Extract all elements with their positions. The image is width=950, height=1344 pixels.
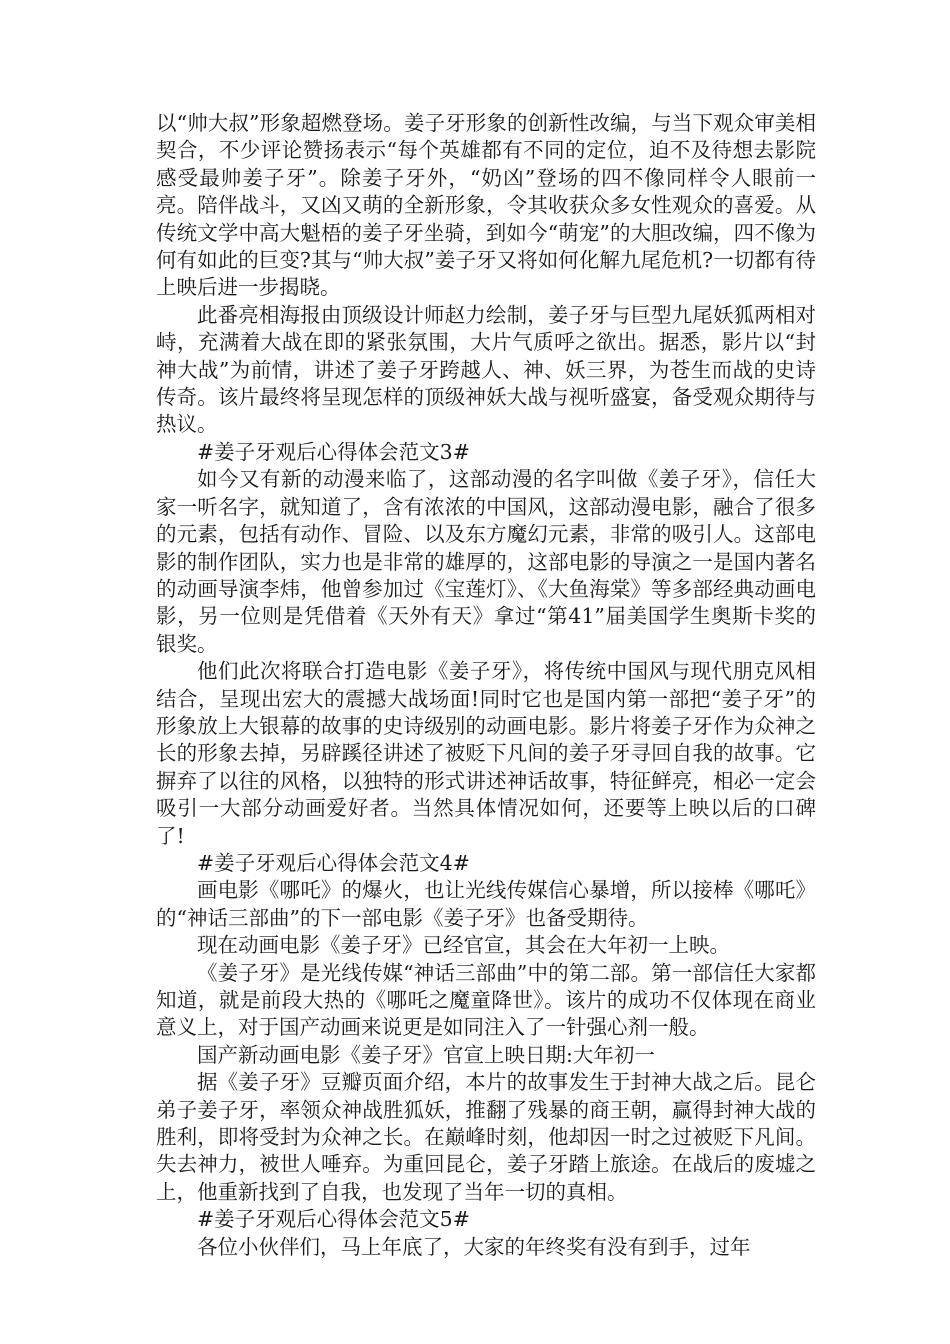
document-body bbox=[156, 110, 816, 1261]
section-heading: #姜子牙观后心得体会范文4# bbox=[197, 850, 470, 875]
paragraph: 以“帅大叔”形象超燃登场。姜子牙形象的创新性改编，与当下观众审美相契合，不少评论赞扬表示“每个英雄都有不同的定位，迫不及待想去影院感受最帅姜子牙”。除姜子牙外，“奶凶”登场的四不像同样令人眼前一亮。陪伴战斗，又凶又萌的全新形象，令其收获众多女性观众的喜爱。从传统文学中高大魁梧的姜子牙坐骑，到如今“萌宠”的大胆改编，四不像为何有如此的巨变?其与“帅大叔”姜子牙又将如何化解九尾危机?一切都有待上映后进一步揭晓。 bbox=[156, 111, 816, 300]
paragraph: 现在动画电影《姜子牙》已经官宣，其会在大年初一上映。 bbox=[197, 933, 730, 958]
paragraph: 如今又有新的动漫来临了，这部动漫的名字叫做《姜子牙》，信任大家一听名字，就知道了，含有浓浓的中国风，这部动漫电影，融合了很多的元素，包括有动作、冒险、以及东方魔幻元素，非常的吸引人。这部电影的制作团队，实力也是非常的雄厚的，这部电影的导演之一是国内著名的动画导演李炜，他曾参加过《宝莲灯》、《大鱼海棠》等多部经典动画电影，另一位则是凭借着《天外有天》拿过“第41”届美国学生奥斯卡奖的银奖。 bbox=[156, 467, 816, 656]
paragraph: 他们此次将联合打造电影《姜子牙》，将传统中国风与现代朋克风相结合，呈现出宏大的震撼大战场面!同时它也是国内第一部把“姜子牙”的形象放上大银幕的故事的史诗级别的动画电影。影片将姜子牙作为众神之长的形象去掉，另辟蹊径讲述了被贬下凡间的姜子牙寻回自我的故事。它摒弃了以往的风格，以独特的形式讲述神话故事，特征鲜亮，相必一定会吸引一大部分动画爱好者。当然具体情况如何，还要等上映以后的口碑了! bbox=[156, 659, 816, 848]
section-heading: #姜子牙观后心得体会范文3# bbox=[197, 439, 470, 464]
paragraph: 画电影《哪吒》的爆火，也让光线传媒信心暴增，所以接棒《哪吒》的“神话三部曲”的下一部电影《姜子牙》也备受期待。 bbox=[156, 878, 816, 930]
paragraph: 各位小伙伴们，马上年底了，大家的年终奖有没有到手，过年 bbox=[197, 1234, 751, 1259]
section-heading: #姜子牙观后心得体会范文5# bbox=[197, 1207, 470, 1232]
paragraph: 此番亮相海报由顶级设计师赵力绘制，姜子牙与巨型九尾妖狐两相对峙，充满着大战在即的紧张氛围，大片气质呼之欲出。据悉，影片以“封神大战”为前情，讲述了姜子牙跨越人、神、妖三界，为苍生而战的史诗传奇。该片最终将呈现怎样的顶级神妖大战与视听盛宴，备受观众期待与热议。 bbox=[156, 302, 816, 437]
paragraph: 据《姜子牙》豆瓣页面介绍，本片的故事发生于封神大战之后。昆仑弟子姜子牙，率领众神战胜狐妖，推翻了残暴的商王朝，赢得封神大战的胜利，即将受封为众神之长。在巅峰时刻，他却因一时之过被贬下凡间。失去神力，被世人唾弃。为重回昆仑，姜子牙踏上旅途。在战后的废墟之上，他重新找到了自我，也发现了当年一切的真相。 bbox=[156, 1070, 816, 1204]
paragraph: 《姜子牙》是光线传媒“神话三部曲”中的第二部。第一部信任大家都知道，就是前段大热的《哪吒之魔童降世》。该片的成功不仅体现在商业意义上，对于国产动画来说更是如同注入了一针强心剂一般。 bbox=[156, 960, 816, 1040]
paragraph: 国产新动画电影《姜子牙》官宣上映日期:大年初一 bbox=[197, 1042, 655, 1067]
